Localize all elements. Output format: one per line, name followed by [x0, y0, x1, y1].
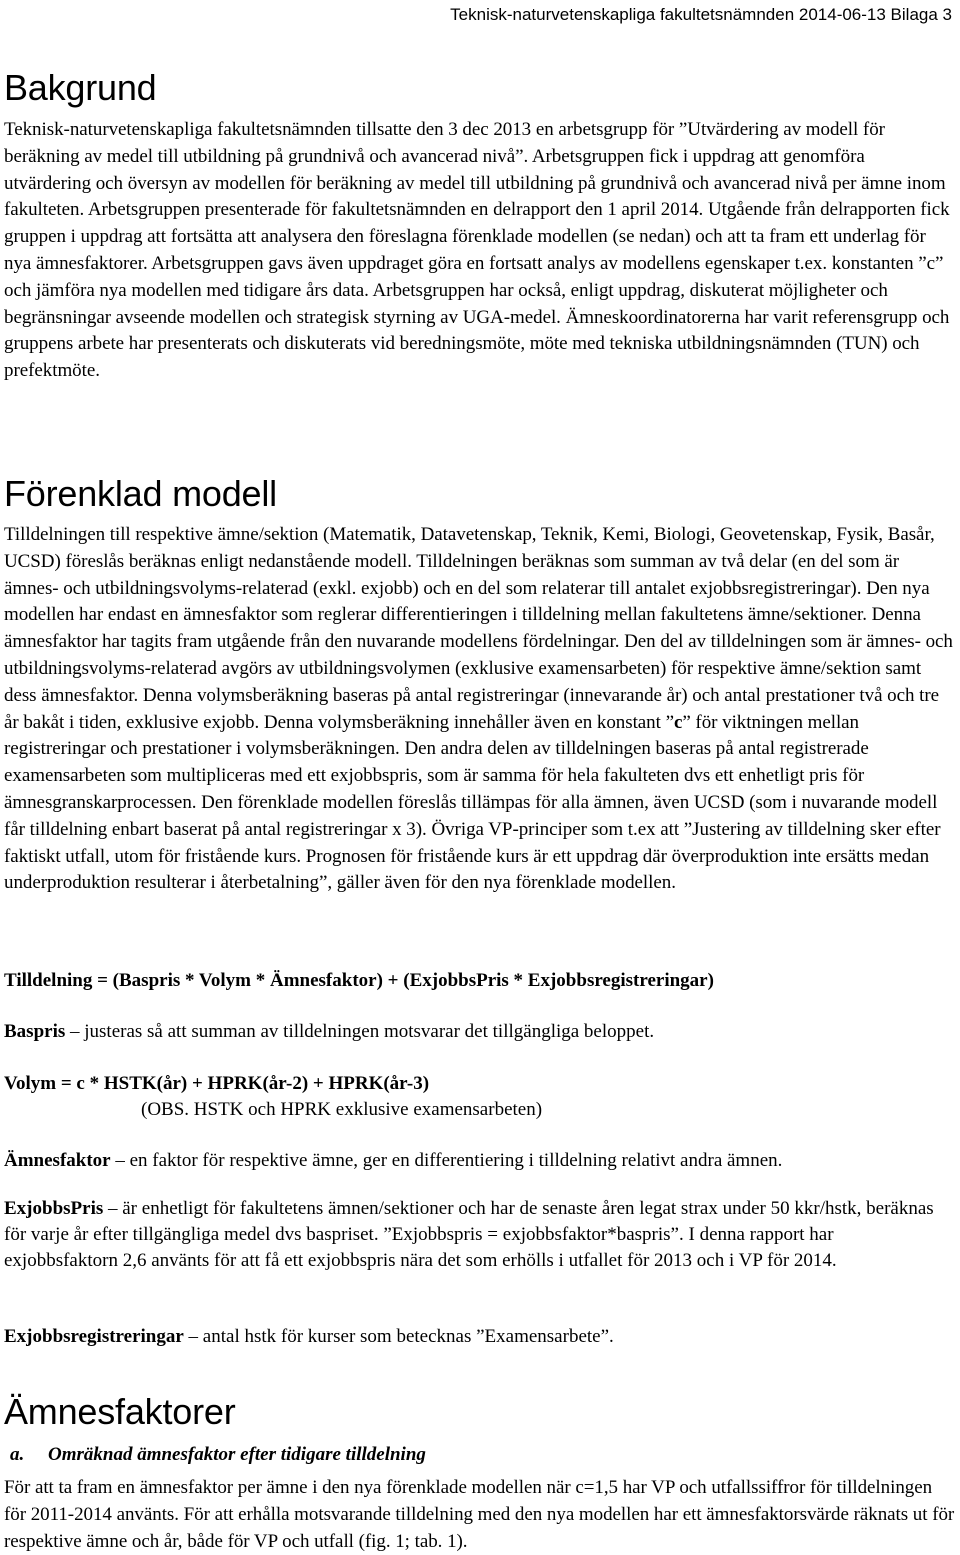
term-amnesfaktor: Ämnesfaktor	[4, 1150, 111, 1171]
definition-amnesfaktor	[4, 1148, 950, 1174]
definition-volym	[4, 1071, 950, 1123]
allocation-formula: Tilldelning = (Baspris * Volym * Ämnesfaktor) + (ExjobbsPris * Exjobbsregistreringar)	[4, 970, 714, 991]
term-exjobbspris: ExjobbsPris	[4, 1198, 104, 1219]
definition-exjobbsregistreringar	[4, 1324, 950, 1350]
definition-exjobbspris	[4, 1196, 950, 1274]
running-header: Teknisk-naturvetenskapliga fakultetsnämnden 2014-06-13 Bilaga 3	[450, 5, 952, 24]
text-baspris: – justeras så att summan av tilldelningen motsvarar det tillgängliga beloppet.	[65, 1021, 655, 1042]
paragraph-forenklad-part2: ” för viktningen mellan registreringar och prestationer i volymsberäkningen. Den andra delen av tilldelningen baseras på antal registrerade examensarbeten som multipliceras med ett exjobbspris, som är samma för hela fakulteten dvs ett enhetligt pris för ämnesgranskarprocessen. Den förenklade modellen föreslås tillämpas för alla ämnen, även UCSD (som i nuvarande modell får tilldelning enbart baserat på antal registreringar x 3). Övriga VP-principer som t.ex att ”Justering av tilldelning sker efter faktiskt utfall, utom för fristående kurs. Prognosen för fristående kurs är ett uppdrag där överproduktion inte ersätts medan underproduktion resulterar i återbetalning”, gäller även för den nya förenklade modellen.	[4, 711, 941, 894]
paragraph-forenklad-part1: Tilldelningen till respektive ämne/sektion (Matematik, Datavetenskap, Teknik, Kemi, Biologi, Geovetenskap, Fysik, Basår, UCSD) föreslås beräknas enligt nedanstående modell. Tilldelningen beräknas som summan av två delar (en del som är ämnes- och utbildningsvolyms-relaterad (exkl. exjobb) och en del som relaterar till antalet exjobbsregistreringar). Den nya modellen har endast en ämnesfaktor som reglerar differentieringen i tilldelning mellan fakultetens ämne/sektioner. Denna ämnesfaktor har tagits fram utgående från den nuvarande modellens fördelningar. Den del av tilldelningen som är ämnes- och utbildningsvolyms-relaterad avgörs av utbildningsvolymen (exklusive examensarbeten) för respektive ämne/sektion samt dess ämnesfaktor. Denna volymsberäkning baseras på antal registreringar (innevarande år) och antal prestationer två och tre år bakåt i tiden, exklusive exjobb. Denna volymsberäkning innehåller även en konstant ”	[4, 524, 953, 733]
note-volym: (OBS. HSTK och HPRK exklusive examensarbeten)	[141, 1099, 543, 1120]
subheading-text: Omräknad ämnesfaktor efter tidigare tilldelning	[48, 1444, 426, 1465]
term-volym: Volym = c * HSTK(år) + HPRK(år-2) + HPRK(år-3)	[4, 1073, 430, 1094]
term-exjobbsregistreringar: Exjobbsregistreringar	[4, 1326, 184, 1347]
paragraph-forenklad-modell	[4, 522, 956, 897]
text-amnesfaktor: – en faktor för respektive ämne, ger en differentiering i tilldelning relativt andra ämnen.	[110, 1150, 783, 1171]
paragraph-amnesfaktorer: För att ta fram en ämnesfaktor per ämne i den nya förenklade modellen när c=1,5 har VP och utfallssiffror för tilldelningen för 2011-2014 använts. För att erhålla motsvarande tilldelning med den nya modellen har ett ämnesfaktorsvärde räknats ut för respektive ämne och år, både för VP och utfall (fig. 1; tab. 1).	[4, 1477, 955, 1552]
subheading-omraknad-amnesfaktor	[10, 1443, 426, 1467]
text-exjobbspris: – är enhetligt för fakultetens ämnen/sektioner och har de senaste åren legat strax under 50 kkr/hstk, beräknas för varje år efter tillgängliga medel dvs baspriset. ”Exjobbspris = exjobbsfaktor*baspris”. I denna rapport har exjobbsfaktorn 2,6 använts för att få ett exjobbspris nära det som erhölls i utfallet för 2013 och i VP för 2014.	[4, 1198, 934, 1271]
text-exjobbsregistreringar: – antal hstk för kurser som betecknas ”Examensarbete”.	[183, 1326, 614, 1347]
constant-c: c	[673, 711, 683, 733]
subheading-number: a.	[10, 1444, 25, 1465]
heading-amnesfaktorer: Ämnesfaktorer	[4, 1391, 236, 1432]
heading-forenklad-modell: Förenklad modell	[4, 473, 277, 514]
paragraph-bakgrund: Teknisk-naturvetenskapliga fakultetsnämnden tillsatte den 3 dec 2013 en arbetsgrupp för ”Utvärdering av modell för beräkning av medel till utbildning på grundnivå och avancerad nivå”. Arbetsgruppen fick i uppdrag att genomföra utvärdering och översyn av modellen för beräkning av medel till utbildning på grundnivå och avancerad nivå per ämne inom fakulteten. Arbetsgruppen presenterade för fakultetsnämnden en delrapport den 1 april 2014. Utgående från delrapporten fick gruppen i uppdrag att fortsätta att analysera den föreslagna förenklade modellen (se nedan) och att ta fram ett underlag för nya ämnesfaktorer. Arbetsgruppen gavs även uppdraget göra en fortsatt analys av modellens egenskaper t.ex. konstanten ”c” och jämföra nya modellen med tidigare års data. Arbetsgruppen har också, enligt uppdrag, diskuterat möjligheter och begränsningar avseende modellen och strategisk styrning av UGA-medel. Ämneskoordinatorerna har varit referensgrupp och gruppens arbete har presenterats och diskuterats vid beredningsmöte, möte med tekniska utbildningsnämnden (TUN) och prefektmöte.	[4, 119, 950, 382]
term-baspris: Baspris	[4, 1021, 66, 1042]
heading-bakgrund: Bakgrund	[4, 67, 157, 108]
definition-baspris	[4, 1019, 950, 1045]
